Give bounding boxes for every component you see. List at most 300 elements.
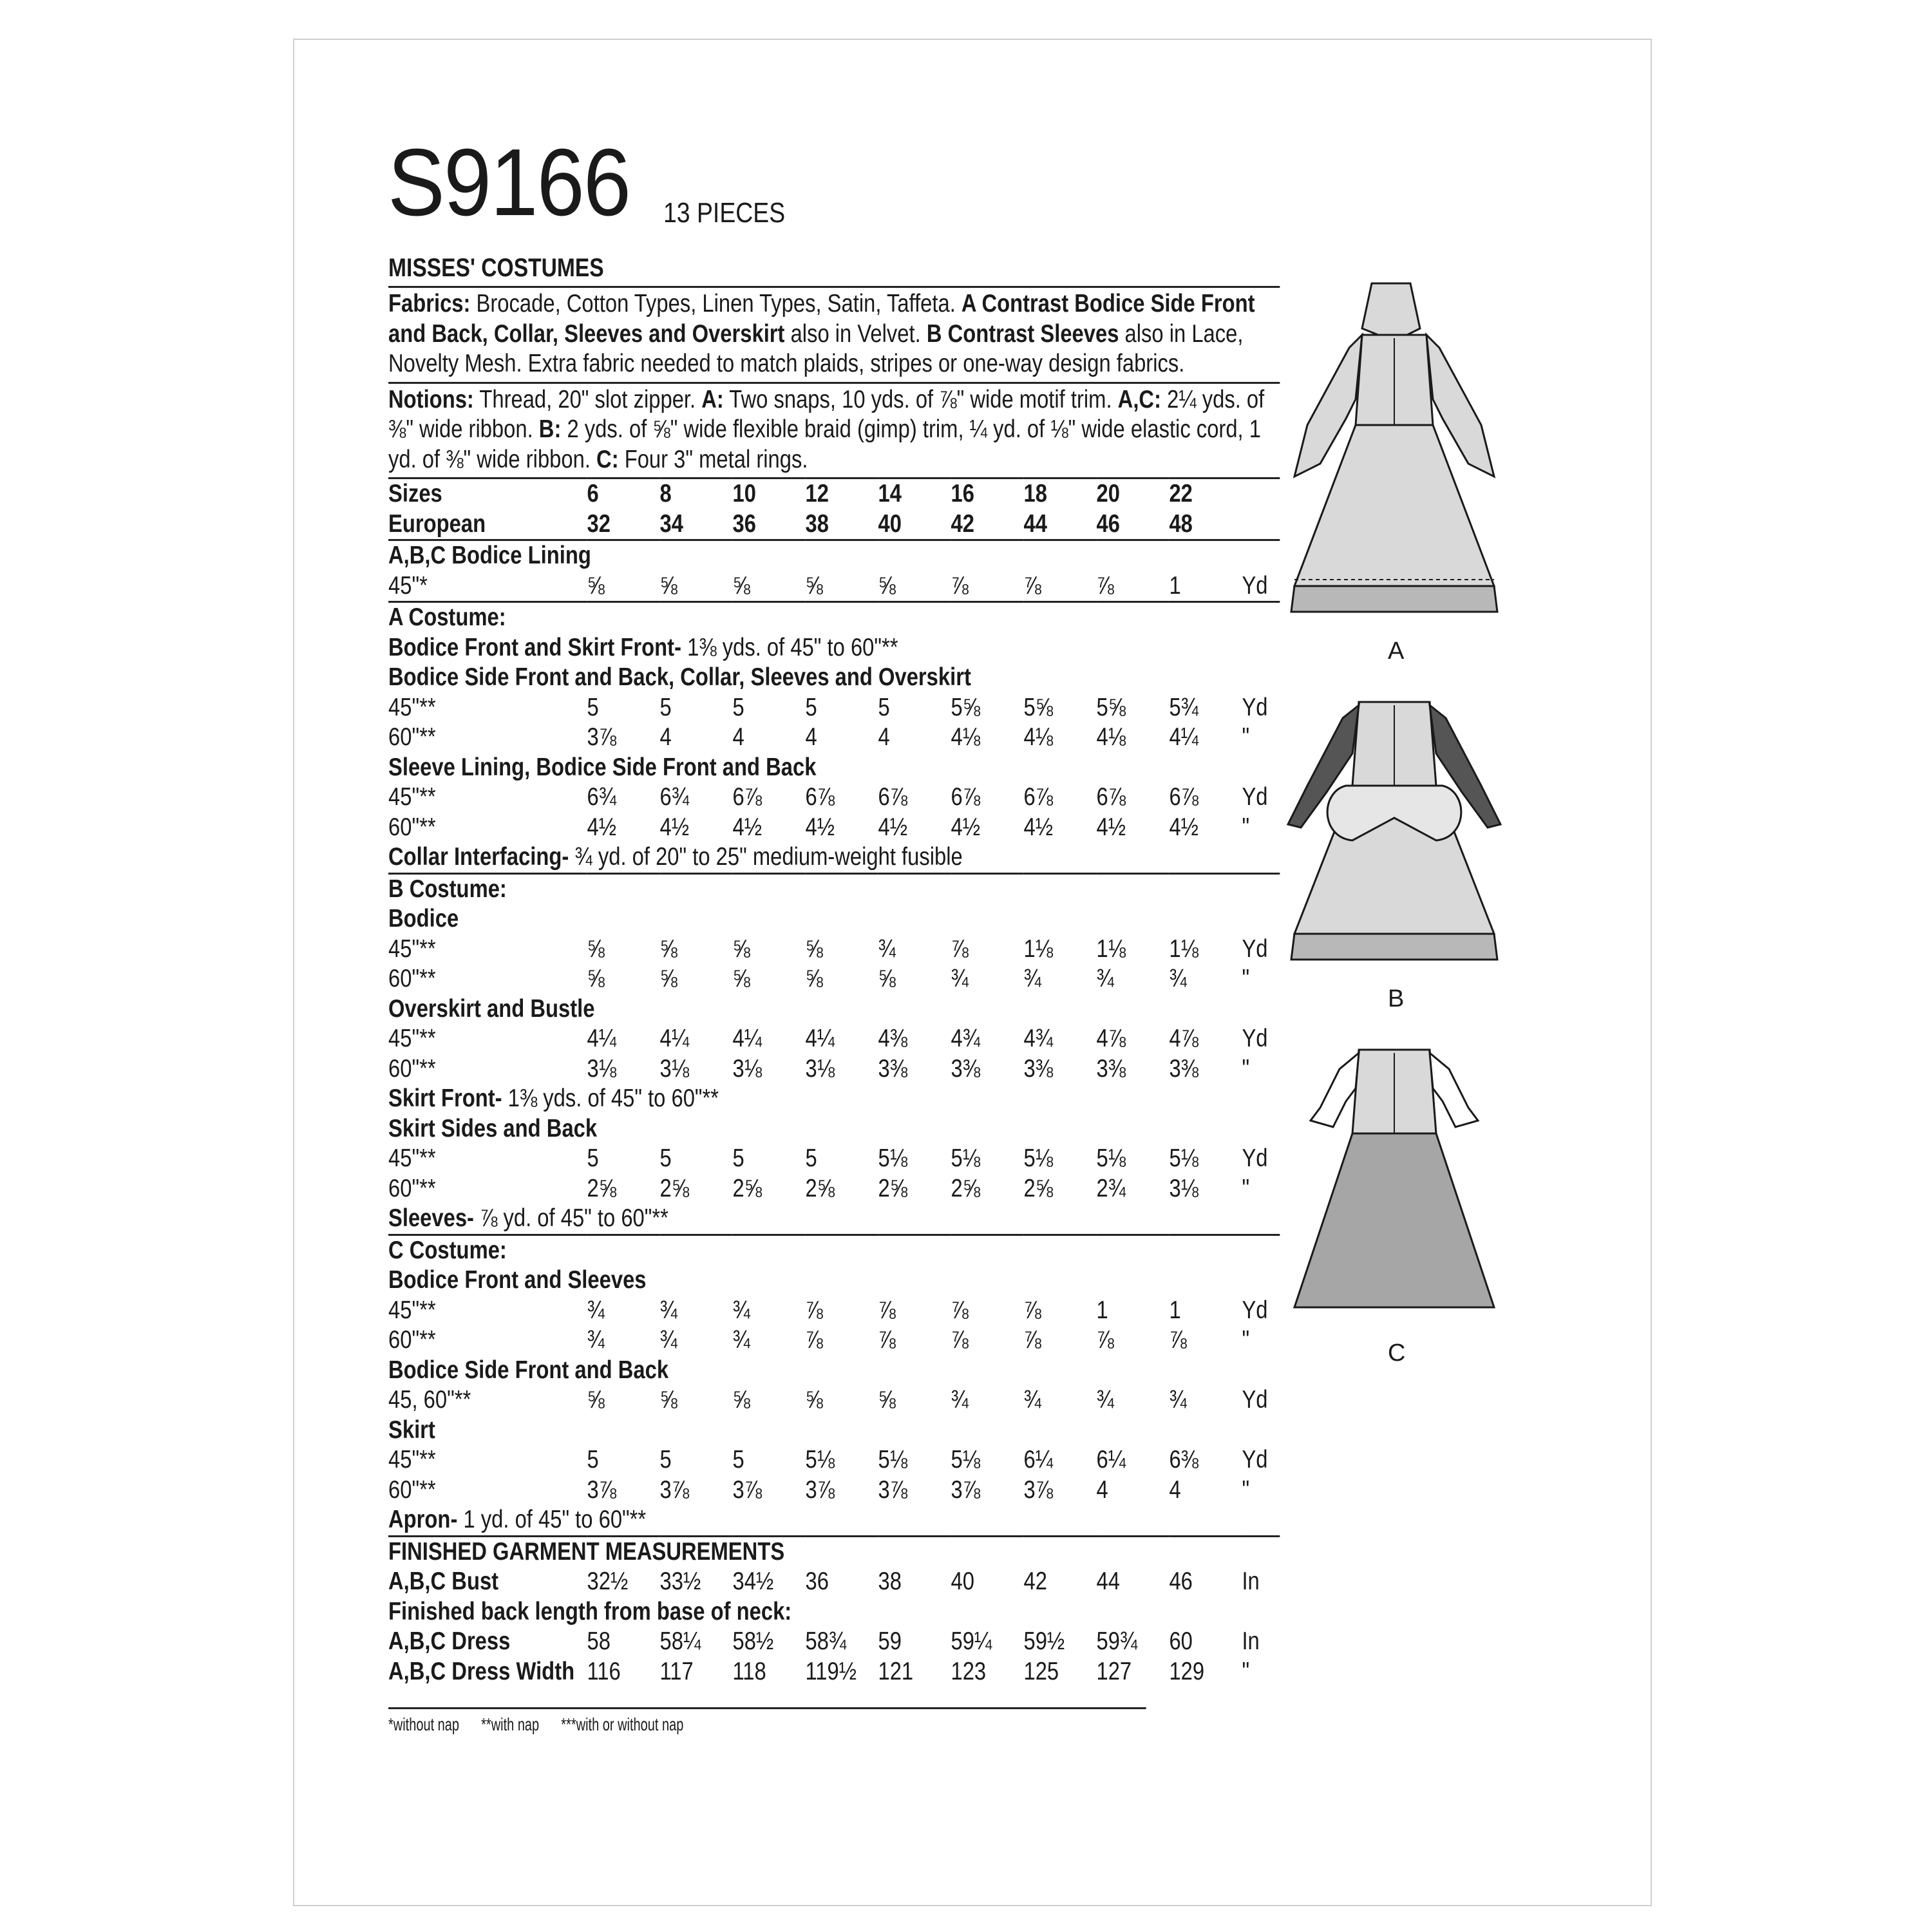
row-heading: Finished back length from base of neck:	[388, 1597, 792, 1625]
table-cell: 4½	[805, 813, 835, 841]
table-cell: 32	[587, 509, 611, 538]
table-cell: 2⅝	[1023, 1174, 1054, 1202]
table-cell: 3⅞	[951, 1475, 981, 1504]
row-note	[388, 1204, 1280, 1235]
table-cell: ¾	[587, 1296, 605, 1324]
table-cell: 3⅜	[1023, 1054, 1054, 1083]
table-cell: 1⅛	[1023, 934, 1054, 963]
table-cell: ⅞	[1096, 571, 1114, 600]
table-row	[388, 602, 1280, 633]
table-cell: 58¾	[805, 1627, 847, 1655]
table-cell: 123	[951, 1657, 987, 1685]
table-cell: 58¼	[659, 1627, 701, 1655]
table-cell: 5⅛	[805, 1446, 835, 1473]
table-cell: ¾	[732, 1326, 750, 1354]
table-cell: ⅝	[659, 934, 677, 963]
costume-heading: MISSES' COSTUMES	[388, 254, 604, 282]
table-row	[388, 723, 1280, 753]
fabrics-label: Fabrics:	[388, 290, 471, 317]
table-cell: 6⅞	[878, 783, 908, 811]
table-cell: 6⅞	[951, 783, 981, 811]
table-cell: ⅞	[805, 1326, 823, 1354]
table-cell: 5⅝	[1096, 693, 1126, 721]
table-cell: 4½	[1096, 813, 1126, 841]
table-row	[388, 1265, 1280, 1296]
table-cell: 2¾	[1096, 1174, 1126, 1202]
table-cell: 2⅝	[587, 1174, 617, 1202]
pattern-info	[388, 252, 1280, 1735]
table-cell: ¾	[1023, 1386, 1041, 1414]
table-cell: 6⅞	[805, 783, 835, 811]
footnote: **with nap	[481, 1714, 540, 1734]
table-cell: 4½	[951, 813, 981, 841]
fabrics-contrast-b: B Contrast Sleeves	[926, 319, 1119, 348]
unit-cell: "	[1242, 1475, 1250, 1504]
notions-view-ac: A,C:	[1117, 385, 1162, 413]
table-cell: 5⅛	[1023, 1144, 1054, 1172]
row-note-text: 1 yd. of 45" to 60"**	[457, 1506, 647, 1533]
table-cell: 3⅛	[732, 1054, 762, 1083]
notions-view-b: B:	[538, 415, 562, 443]
table-cell: 3⅞	[732, 1475, 762, 1504]
table-cell: 4⅞	[1169, 1025, 1199, 1052]
table-row	[388, 1657, 1280, 1687]
table-cell: 1⅛	[1096, 934, 1126, 963]
table-row	[388, 1144, 1280, 1174]
pattern-number: S9166	[388, 129, 630, 236]
footnotes	[388, 1707, 1146, 1735]
row-heading: Sleeve Lining, Bodice Side Front and Back	[388, 753, 817, 781]
unit-cell: Yd	[1242, 1386, 1268, 1414]
footnote: ***with or without nap	[561, 1714, 684, 1734]
unit-cell: "	[1242, 1054, 1250, 1083]
table-cell: 36	[732, 509, 756, 538]
row-label: 60"**	[388, 965, 436, 992]
figure-label-b: B	[1388, 985, 1405, 1012]
table-cell: ⅞	[951, 1296, 969, 1324]
table-cell: 5	[659, 1446, 672, 1473]
unit-cell: Yd	[1242, 1144, 1268, 1172]
table-row	[388, 1385, 1280, 1416]
table-cell: 4	[732, 723, 744, 751]
table-cell: 3⅜	[878, 1054, 908, 1083]
table-cell: 3⅞	[587, 1475, 617, 1504]
table-cell: ⅝	[659, 571, 677, 600]
unit-cell: In	[1242, 1567, 1260, 1595]
table-cell: 42	[1023, 1567, 1047, 1595]
row-note-label: Collar Interfacing-	[388, 843, 569, 871]
table-cell: ⅞	[1023, 1326, 1041, 1354]
table-cell: 121	[878, 1657, 914, 1685]
table-row	[388, 1356, 1280, 1386]
table-cell: 1	[1169, 571, 1181, 600]
table-cell: 4	[659, 723, 672, 751]
table-cell: 40	[951, 1567, 974, 1595]
table-cell: 6¾	[659, 783, 690, 811]
table-cell: 34	[659, 509, 683, 538]
table-cell: 33½	[659, 1567, 701, 1595]
table-cell: ⅝	[732, 1386, 750, 1414]
notions-text: 2 yds. of ⅝" wide flexible braid (gimp) trim, ¼ yd. of ⅛" wide elastic cord, 1 yd. of ⅜" wide ribbon.	[388, 415, 1261, 473]
table-cell: 4⅜	[878, 1025, 908, 1052]
figure-label-a: A	[1388, 638, 1405, 665]
table-row	[388, 842, 1280, 873]
table-cell: ¾	[1023, 965, 1041, 992]
unit-cell: Yd	[1242, 693, 1268, 721]
table-cell: ⅞	[951, 934, 969, 963]
table-cell: 116	[587, 1657, 621, 1685]
table-cell: ⅝	[659, 1386, 677, 1414]
table-row	[388, 753, 1280, 783]
table-cell: 4⅛	[1023, 723, 1054, 751]
table-cell: 38	[878, 1567, 902, 1595]
table-row	[388, 994, 1280, 1025]
table-cell: 117	[659, 1657, 694, 1685]
footnote: *without nap	[388, 1714, 460, 1734]
row-note	[388, 1505, 1280, 1536]
unit-cell: Yd	[1242, 783, 1268, 811]
table-cell: ⅞	[1096, 1326, 1114, 1354]
table-cell: ⅞	[1023, 571, 1041, 600]
row-label: 60"**	[388, 1174, 436, 1202]
table-row	[388, 1597, 1280, 1627]
fabrics-text: also in Velvet.	[784, 319, 927, 348]
row-label: 60"**	[388, 1326, 436, 1354]
table-row	[388, 1084, 1280, 1114]
table-cell: 4¼	[659, 1025, 690, 1052]
table-row	[388, 1235, 1280, 1265]
table-cell: 22	[1169, 478, 1242, 509]
table-cell: ⅝	[878, 571, 896, 600]
table-cell: 5	[805, 693, 817, 721]
table-cell: ⅞	[805, 1296, 823, 1324]
table-row	[388, 782, 1280, 813]
row-label: 45"**	[388, 693, 436, 721]
table-cell: 3⅞	[805, 1475, 835, 1504]
table-cell: ¾	[587, 1326, 605, 1354]
row-note	[388, 1084, 1280, 1114]
table-cell: ⅝	[732, 934, 750, 963]
row-label: 60"**	[388, 1475, 436, 1504]
table-cell: 118	[732, 1657, 766, 1685]
table-row	[388, 873, 1280, 904]
unit-cell: "	[1242, 1326, 1250, 1354]
table-row	[388, 1475, 1280, 1506]
table-cell: ¾	[1096, 965, 1114, 992]
table-row	[388, 1325, 1280, 1356]
table-cell: 5	[732, 1144, 744, 1172]
unit-cell: Yd	[1242, 1446, 1268, 1473]
row-heading: Overskirt and Bustle	[388, 994, 595, 1023]
table-cell: 2⅝	[732, 1174, 762, 1202]
table-row	[388, 693, 1280, 723]
table-cell: 12	[805, 478, 878, 509]
table-cell: ⅝	[805, 1386, 823, 1414]
table-cell: 38	[805, 509, 829, 538]
table-cell: ⅝	[732, 965, 750, 992]
table-cell: ¾	[1169, 965, 1187, 992]
table-row	[388, 813, 1280, 843]
unit-cell: Yd	[1242, 1296, 1268, 1324]
table-cell: 4⅞	[1096, 1025, 1126, 1052]
table-cell: 119½	[805, 1657, 857, 1685]
table-row	[388, 1505, 1280, 1536]
row-label: 45"**	[388, 1144, 436, 1172]
table-cell: 6⅞	[1169, 783, 1199, 811]
table-cell: 4¼	[587, 1025, 617, 1052]
table-cell: 129	[1169, 1657, 1205, 1685]
row-heading: Bodice Front and Sleeves	[388, 1266, 647, 1294]
table-cell: ¾	[878, 934, 896, 963]
row-heading: C Costume:	[388, 1235, 1280, 1265]
row-heading: Skirt	[388, 1416, 435, 1444]
table-cell: ⅞	[1023, 1296, 1041, 1324]
table-cell: ⅝	[805, 934, 823, 963]
table-cell: 127	[1096, 1657, 1132, 1685]
table-cell: 4¾	[1023, 1025, 1054, 1052]
row-note-text: ¾ yd. of 20" to 25" medium-weight fusible	[569, 843, 963, 871]
pieces-count: 13 PIECES	[663, 197, 786, 229]
table-row	[388, 904, 1280, 934]
unit-cell: In	[1242, 1627, 1260, 1655]
row-label: A,B,C Dress	[388, 1627, 511, 1655]
table-cell: 5⅛	[1096, 1144, 1126, 1172]
unit-cell: Yd	[1242, 934, 1268, 963]
table-cell: 4	[878, 723, 890, 751]
table-cell: ⅝	[878, 1386, 896, 1414]
table-cell: 4¾	[951, 1025, 981, 1052]
fabrics-section	[388, 286, 1280, 382]
table-cell: 3⅞	[878, 1475, 908, 1504]
table-cell: ⅞	[878, 1296, 896, 1324]
table-cell: 1	[1096, 1296, 1108, 1324]
table-row	[388, 509, 1280, 540]
row-label: 45"**	[388, 934, 436, 963]
table-cell: 5	[587, 1144, 599, 1172]
row-label: 45"**	[388, 783, 436, 811]
row-note-label: Skirt Front-	[388, 1084, 502, 1112]
table-cell: 42	[951, 509, 974, 538]
notions-text: Thread, 20" slot zipper.	[473, 385, 702, 413]
table-cell: 10	[733, 478, 806, 509]
table-cell: 3⅛	[805, 1054, 835, 1083]
table-row	[388, 1567, 1280, 1597]
table-cell: 3⅛	[1169, 1174, 1199, 1202]
unit-cell	[1242, 509, 1280, 540]
table-cell: 4¼	[805, 1025, 835, 1052]
table-cell: ¾	[1169, 1386, 1187, 1414]
table-cell: 3⅞	[1023, 1475, 1054, 1504]
row-note	[388, 633, 1280, 663]
row-note-text: ⅞ yd. of 45" to 60"**	[473, 1204, 668, 1232]
row-label: European	[388, 509, 486, 538]
table-cell: 5¾	[1169, 693, 1199, 721]
table-cell: 4	[805, 723, 817, 751]
row-label: 60"**	[388, 813, 436, 841]
table-cell: 6⅞	[1023, 783, 1054, 811]
table-cell: 5	[659, 1144, 672, 1172]
table-row	[388, 571, 1280, 602]
row-note-text: 1⅜ yds. of 45" to 60"**	[681, 633, 898, 661]
table-cell: 6¼	[1023, 1446, 1054, 1473]
table-cell: 14	[878, 478, 951, 509]
unit-cell: "	[1242, 723, 1250, 751]
table-cell: 5⅝	[951, 693, 981, 721]
row-heading: Skirt Sides and Back	[388, 1114, 598, 1142]
table-row	[388, 964, 1280, 994]
table-cell: 46	[1169, 1567, 1193, 1595]
row-note-label: Apron-	[388, 1506, 458, 1533]
table-cell: ⅝	[805, 965, 823, 992]
table-cell: ⅞	[951, 1326, 969, 1354]
table-cell: 60	[1169, 1627, 1193, 1655]
table-cell: 4¼	[732, 1025, 762, 1052]
table-row	[388, 540, 1280, 571]
row-label: A,B,C Dress Width	[388, 1657, 575, 1685]
table-cell: 8	[660, 478, 733, 509]
unit-cell: "	[1242, 1174, 1250, 1202]
row-heading: A Costume:	[388, 602, 1280, 633]
table-cell: 2⅝	[659, 1174, 690, 1202]
table-cell: 3⅜	[1169, 1054, 1199, 1083]
table-cell: ¾	[732, 1296, 750, 1324]
table-row	[388, 633, 1280, 663]
table-cell: ⅝	[587, 934, 605, 963]
table-cell: ⅞	[951, 571, 969, 600]
table-cell: 59½	[1023, 1627, 1065, 1655]
notions-text: Two snaps, 10 yds. of ⅞" wide motif trim.	[723, 385, 1118, 413]
table-cell: 5	[659, 693, 672, 721]
table-cell: 2⅝	[805, 1174, 835, 1202]
table-cell: 5	[732, 693, 744, 721]
table-cell: ¾	[659, 1326, 677, 1354]
table-cell: 5	[732, 1446, 744, 1473]
table-cell: 6⅜	[1169, 1446, 1199, 1473]
table-cell: 4½	[659, 813, 690, 841]
unit-cell: Yd	[1242, 571, 1268, 600]
table-cell: ¾	[951, 1386, 969, 1414]
unit-cell	[1242, 478, 1280, 509]
row-heading: B Costume:	[388, 873, 1280, 904]
table-cell: 4½	[878, 813, 908, 841]
table-cell: 5⅝	[1023, 693, 1054, 721]
table-cell: 16	[951, 478, 1023, 509]
row-label: 45"**	[388, 1296, 436, 1324]
table-cell: 4¼	[1169, 723, 1199, 751]
row-label: Sizes	[388, 478, 587, 509]
table-cell: 3⅜	[951, 1054, 981, 1083]
table-cell: ⅝	[878, 965, 896, 992]
row-label: 45"**	[388, 1025, 436, 1052]
table-row	[388, 1416, 1280, 1446]
table-cell: 5⅛	[951, 1446, 981, 1473]
table-cell: 3⅞	[587, 723, 617, 751]
table-cell: 6	[587, 478, 660, 509]
table-cell: 48	[1169, 509, 1193, 538]
table-cell: 4½	[587, 813, 617, 841]
table-cell: ⅝	[587, 1386, 605, 1414]
row-label: 60"**	[388, 1054, 436, 1083]
dress-c-back-view-icon	[1282, 1037, 1507, 1333]
notions-text: 2¼ yds. of ⅜" wide ribbon.	[388, 385, 1265, 443]
table-cell: 5⅛	[878, 1446, 908, 1473]
table-cell: 5⅛	[878, 1144, 908, 1172]
table-row	[388, 1204, 1280, 1235]
notions-label: Notions:	[388, 385, 474, 413]
table-cell: 18	[1023, 478, 1096, 509]
row-note-label: Sleeves-	[388, 1204, 474, 1232]
row-heading: Bodice	[388, 905, 459, 933]
fabrics-contrast-a: A Contrast Bodice Side Front and Back, Collar, Sleeves and Overskirt	[388, 290, 1255, 348]
table-row	[388, 1536, 1280, 1567]
table-cell: ⅝	[805, 571, 823, 600]
table-cell: 1	[1169, 1296, 1181, 1324]
table-cell: 6⅞	[732, 783, 762, 811]
table-cell: 20	[1096, 478, 1169, 509]
row-note-text: 1⅜ yds. of 45" to 60"**	[502, 1084, 719, 1112]
table-cell: 5	[587, 1446, 599, 1473]
table-row	[388, 1054, 1280, 1084]
table-row	[388, 663, 1280, 693]
table-cell: ⅞	[878, 1326, 896, 1354]
table-cell: 4	[1169, 1475, 1181, 1504]
row-heading: A,B,C Bodice Lining	[388, 540, 1280, 571]
notions-section	[388, 382, 1280, 478]
unit-cell: "	[1242, 813, 1250, 841]
table-cell: 40	[878, 509, 902, 538]
notions-text: Four 3" metal rings.	[618, 445, 808, 473]
table-cell: 36	[805, 1567, 829, 1595]
table-cell: ¾	[951, 965, 969, 992]
row-note-label: Bodice Front and Skirt Front-	[388, 633, 682, 661]
table-cell: 2⅝	[878, 1174, 908, 1202]
notions-view-c: C:	[596, 445, 619, 473]
table-cell: ¾	[659, 1296, 677, 1324]
table-cell: 5⅛	[951, 1144, 981, 1172]
table-cell: 5	[805, 1144, 817, 1172]
row-label: 60"**	[388, 723, 436, 751]
table-cell: 125	[1023, 1657, 1059, 1685]
table-cell: 3⅛	[587, 1054, 617, 1083]
table-cell: ⅝	[659, 965, 677, 992]
table-cell: 58	[587, 1627, 611, 1655]
table-cell: ⅝	[587, 571, 605, 600]
table-cell: ⅝	[732, 571, 750, 600]
notions-view-a: A:	[701, 385, 724, 413]
table-cell: 6¼	[1096, 1446, 1126, 1473]
table-cell: 46	[1096, 509, 1120, 538]
table-cell: 4½	[732, 813, 762, 841]
table-cell: 4½	[1023, 813, 1054, 841]
table-cell: 5⅛	[1169, 1144, 1199, 1172]
table-row	[388, 1296, 1280, 1326]
fabrics-text: Brocade, Cotton Types, Linen Types, Satin, Taffeta.	[470, 290, 961, 317]
yardage-table	[388, 477, 1280, 1687]
row-label: 45, 60"**	[388, 1386, 471, 1414]
table-cell: 3⅜	[1096, 1054, 1126, 1083]
table-cell: 4⅛	[1096, 723, 1126, 751]
table-cell: 3⅛	[659, 1054, 690, 1083]
row-heading: FINISHED GARMENT MEASUREMENTS	[388, 1536, 1280, 1567]
table-cell: 59	[878, 1627, 902, 1655]
table-cell: 2⅝	[951, 1174, 981, 1202]
fabrics-text: also in Lace, Novelty Mesh. Extra fabric needed to match plaids, stripes or one-way design fabrics.	[388, 319, 1244, 377]
table-cell: 59¼	[951, 1627, 992, 1655]
dress-b-back-view-icon	[1282, 689, 1507, 985]
table-cell: 58½	[732, 1627, 774, 1655]
table-row	[388, 478, 1280, 509]
table-cell: 3⅞	[659, 1475, 690, 1504]
